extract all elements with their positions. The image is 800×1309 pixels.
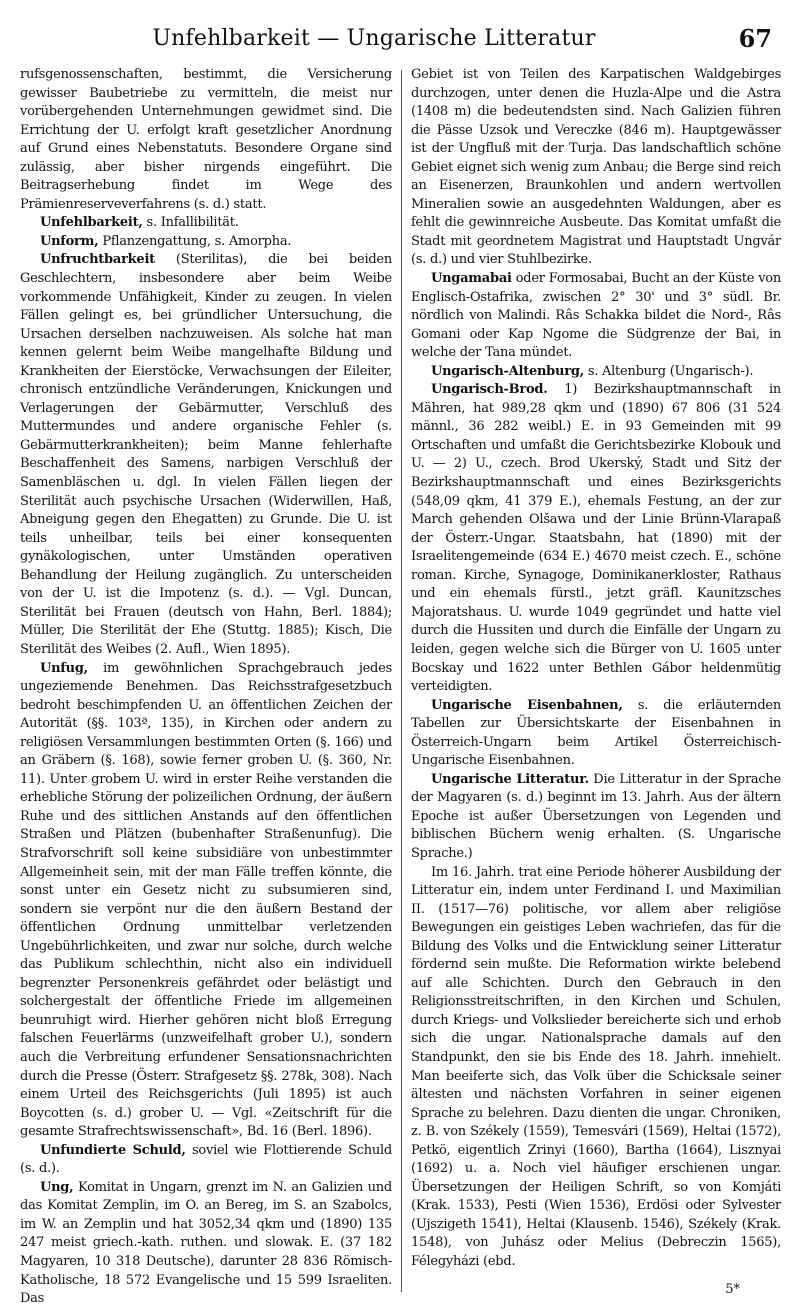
entry-headword: Unfehlbarkeit, — [40, 215, 143, 231]
entry-headword: Ungarische Litteratur. — [431, 771, 589, 787]
entry-text: Komitat in Ungarn, grenzt im N. an Galizien und das Komitat Zemplin, im O. an Bereg, im S. an Szabolcs, im W. an Zemplin und hat 3052,34 qkm und (1890) 135 247 meist griech.-kath. ruthen. und slowak. E. (37 182 Magyaren, 10 318 Deutsche), darunter 28 836 Römisch-Katholische, 18 572 Evangelische und 15 599 Israeliten. Das — [20, 1179, 392, 1307]
entry-ungarische-eisenbahnen — [411, 697, 781, 771]
entry-ungarisch-brod — [411, 381, 781, 696]
entry-headword: Ungamabai — [431, 271, 512, 287]
entry-text: s. Altenburg (Ungarisch-). — [583, 363, 754, 379]
left-column — [20, 66, 392, 1309]
entry-ungamabai — [411, 270, 781, 363]
signature-mark: 5* — [725, 1282, 740, 1297]
page-number: 67 — [738, 24, 772, 53]
entry-text: Gebiet ist von Teilen des Karpatischen Waldgebirges durchzogen, unter denen die Huzla-Alpe und die Astra (1408 m) die bedeutendsten sind. Nach Galizien führen die Pässe Uzsok und Vereczke (846 m). Hauptgewässer ist der Ungfluß mit der Turja. Das landschaftlich schöne Gebiet eignet sich wenig zum Anbau; die Berge sind reich an Eisenerzen, Braunkohlen und andern wertvollen Mineralien sowie an ausgedehnten Waldungen, aber es fehlt die gewinnreiche Ausbeute. Das Komitat umfaßt die Stadt mit geordnetem Magistrat und Hauptstadt Ungvár (s. d.) und vier Stuhlbezirke. — [411, 67, 781, 268]
entry-text: 1) Bezirkshauptmannschaft in Mähren, hat 989,28 qkm und (1890) 67 806 (31 524 männl., 36 282 weibl.) E. in 93 Gemeinden mit 99 Ortschaften und umfaßt die Gerichtsbezirke Klobouk und U. — 2) U., czech. Brod Ukerský, Stadt und Sitz der Bezirkshauptmannschaft und eines Bezirksgerichts (548,09 qkm, 41 379 E.), ehemals Festung, an der zur March gehenden Olšawa und der Linie Brünn-Vlarapaß der Österr.-Ungar. Staatsbahn, hat (1890) mit der Israelitengemeinde (634 E.) 4670 meist czech. E., schöne roman. Kirche, Synagoge, Dominikanerkloster, Rathaus und ein ehemals fürstl., jetzt gräfl. Kaunitzsches Majoratshaus. U. wurde 1049 gegründet und hatte viel durch die Hussiten und durch die Einfälle der Ungarn zu leiden, gegen welche sich die Bürger von U. 1605 unter Bocskay und 1622 unter Bethlen Gábor heldenmütig verteidigten. — [411, 382, 781, 695]
entry-text: rufsgenossenschaften, bestimmt, die Versicherung gewisser Baubetriebe zu vermitteln, die meist nur vorübergehenden Unternehmungen gewidmet sind. Die Errichtung der U. erfolgt kraft gesetzlicher Anordnung auf Grund eines Nebenstatuts. Besondere Organe sind zulässig, aber bisher nirgends eingeführt. Die Beitragserhebung findet im Wege des Prämienreserveverfahrens (s. d.) statt. — [20, 67, 392, 212]
entry-text: Im 16. Jahrh. trat eine Periode höherer Ausbildung der Litteratur ein, indem unter Ferdinand I. und Maximilian II. (1517—76) politische, vor allem aber religiöse Bewegungen ein geistiges Leben wachriefen, das für die Bildung des Volks und die Entwicklung seiner Litteratur fördernd sein mußte. Die Reformation wirkte belebend auf alle Schichten. Durch den Gebrauch in den Religionsstreitschriften, in den Kirchen und Schulen, durch Kriegs- und Volkslieder bereicherte sich und erhob sich die ungar. Nationalsprache damals auf den Standpunkt, den sie bis Ende des 18. Jahrh. innehielt. Man beeiferte sich, das Volk über die Schicksale seiner ältesten und nächsten Vorfahren in seiner eigenen Sprache zu belehren. Dazu dienten die ungar. Chroniken, z. B. von Székely (1559), Temesvári (1569), Heltai (1572), Petkö, eigentlich Zrinyi (1660), Bartha (1664), Lisznyai (1692) u. a. Noch viel häufiger erschienen ungar. Übersetzungen der Heiligen Schrift, so von Komjáti (Krak. 1533), Pesti (Wien 1536), Erdösi oder Sylvester (Ujszigeth 1541), Heltai (Klausenb. 1546), Székely (Krak. 1548), von Juhász oder Melius (Debreczin 1565), Félegyházi (ebd. — [411, 864, 781, 1269]
entry-headword: Ung, — [40, 1179, 74, 1195]
entry-headword: Ungarisch-Altenburg, — [431, 363, 584, 379]
entry-unfehlbarkeit — [20, 214, 392, 233]
entry-text: (Sterilitas), die bei beiden Geschlechtern, insbesondere aber beim Weibe vorkommende Unfähigkeit, Kinder zu zeugen. In vielen Fällen gelingt es, bei gründlicher Untersuchung, die Ursachen derselben nachzuweisen. Als solche hat man kennen gelernt beim Weibe mangelhafte Bildung und Krankheiten der Eierstöcke, Verwachsungen der Eileiter, chronisch entzündliche Veränderungen, Knickungen und Verlagerungen der Gebärmutter, Verschluß des Muttermundes und andere organische Fehler (s. Gebärmutterkrankheiten); beim Manne fehlerhafte Beschaffenheit des Samens, narbigen Verschluß der Samenbläschen u. dgl. In vielen Fällen liegen der Sterilität auch psychische Ursachen (Widerwillen, Haß, Abneigung gegen den Ehegatten) zu Grunde. Die U. ist teils unheilbar, teils bei einer konsequenten gynäkologischen, unter Umständen operativen Behandlung der Heilung zugänglich. Zu unterscheiden von der U. ist die Impotenz (s. d.). — Vgl. Duncan, Sterilität bei Frauen (deutsch von Hahn, Berl. 1884); Müller, Die Sterilität der Ehe (Stuttg. 1885); Kisch, Die Sterilität des Weibes (2. Aufl., Wien 1895). — [20, 252, 392, 657]
entry-paragraph — [411, 864, 781, 1272]
entry-headword: Unfundierte Schuld, — [40, 1142, 186, 1158]
running-title: Unfehlbarkeit — Ungarische Litteratur — [152, 26, 596, 51]
entry-headword: Ungarisch-Brod. — [431, 382, 548, 398]
entry-text: s. die erläuternden Tabellen zur Übersichtskarte der Eisenbahnen in Österreich-Ungarn beim Artikel Österreichisch-Ungarische Eisenbahnen. — [411, 697, 781, 769]
entry-unfundierte-schuld — [20, 1142, 392, 1179]
entry-continuation — [411, 66, 781, 270]
page-header — [30, 22, 778, 58]
entry-unform — [20, 233, 392, 252]
entry-continuation — [20, 66, 392, 214]
entry-text: s. Infallibilität. — [142, 215, 239, 231]
entry-ung — [20, 1179, 392, 1309]
entry-text: im gewöhnlichen Sprachgebrauch jedes ungeziemende Benehmen. Das Reichsstrafgesetzbuch bedroht beschimpfenden U. an öffentlichen Zeichen der Autorität (§§. 103ª, 135), in Kirchen oder andern zu religiösen Versammlungen bestimmten Orten (§. 166) und an Gräbern (§. 168), sowie ferner groben U. (§. 360, Nr. 11). Unter grobem U. wird in erster Reihe verstanden die erhebliche Störung der polizeilichen Ordnung, der äußern Ruhe und des sittlichen Anstands auf den öffentlichen Straßen und Plätzen (bubenhafter Straßenunfug). Die Strafvorschrift soll keine subsidiäre von unbestimmter Allgemeinheit sein, mit der man Fälle treffen könnte, die sonst unter ein Gesetz nicht zu subsumieren sind, sondern sie verpönt nur die den äußern Bestand der öffentlichen Ordnung unmittelbar verletzenden Ungebührlichkeiten, und zwar nur solche, durch welche das Publikum schlechthin, nicht also ein individuell begrenzter Personenkreis gefährdet oder belästigt und solchergestalt der öffentliche Friede im allgemeinen beunruhigt wird. Hierher gehören nicht bloß Erregung falschen Feuerlärms (unzweifelhaft grober U.), sondern auch die Verbreitung erfundener Sensationsnachrichten durch die Presse (Österr. Strafgesetz §§. 278k, 308). Nach einem Urteil des Reichsgerichts (Juli 1895) ist auch Boycotten (s. d.) grober U. — Vgl. «Zeitschrift für die gesamte Strafrechtswissenschaft», Bd. 16 (Berl. 1896). — [20, 660, 392, 1140]
entry-headword: Unform, — [40, 233, 99, 249]
right-column — [411, 66, 781, 1272]
entry-text: soviel wie Flottierende Schuld (s. d.). — [20, 1142, 392, 1177]
entry-headword: Unfug, — [40, 660, 88, 676]
column-divider — [401, 70, 402, 1292]
entry-unfruchtbarkeit — [20, 251, 392, 659]
entry-headword: Ungarische Eisenbahnen, — [431, 697, 623, 713]
entry-unfug — [20, 660, 392, 1142]
entry-text: oder Formosabai, Bucht an der Küste von Englisch-Ostafrika, zwischen 2° 30' und 3° südl. Br. nördlich von Malindi. Râs Schakka bildet die Nord-, Râs Gomani oder Kap Ngome die Südgrenze der Bai, in welche der Tana mündet. — [411, 271, 781, 361]
entry-ungarische-litteratur — [411, 771, 781, 864]
entry-text: Pflanzengattung, s. Amorpha. — [98, 233, 292, 249]
entry-headword: Unfruchtbarkeit — [40, 252, 155, 268]
entry-text: Die Litteratur in der Sprache der Magyaren (s. d.) beginnt im 13. Jahrh. Aus der ältern Epoche ist außer Übersetzungen von Legenden und biblischen Büchern wenig erhalten. (S. Ungarische Sprache.) — [411, 771, 782, 861]
entry-ungarisch-altenburg — [411, 363, 781, 382]
